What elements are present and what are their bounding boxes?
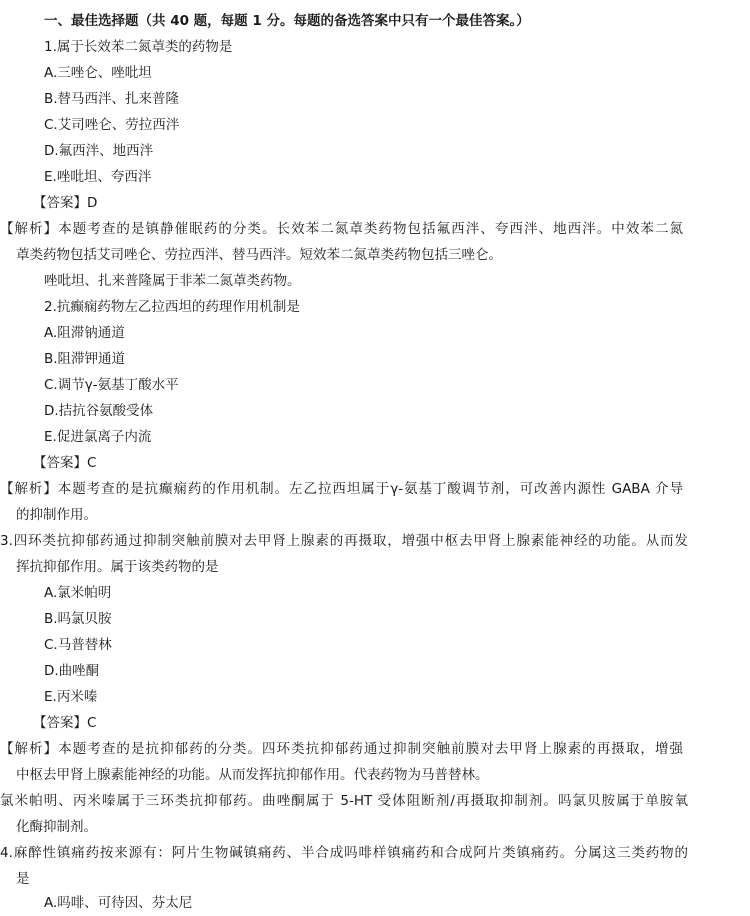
question-3-option-b: B.吗氯贝胺	[44, 611, 112, 627]
question-2-option-c: C.调节γ-氨基丁酸水平	[44, 377, 179, 393]
question-2-answer: 【答案】C	[33, 455, 97, 471]
question-2-analysis-line-2: 的抑制作用。	[16, 507, 97, 523]
question-1-analysis-line-1: 【解析】本题考查的是镇静催眠药的分类。长效苯二氮䓬类药物包括氟西泮、夸西泮、地西泮。中效苯二氮	[0, 221, 683, 237]
question-3-option-a: A.氯米帕明	[44, 585, 112, 601]
question-2-option-e: E.促进氯离子内流	[44, 429, 152, 445]
question-4-stem-line-1: 4.麻醉性镇痛药按来源有：阿片生物碱镇痛药、半合成吗啡样镇痛药和合成阿片类镇痛药。分属这三类药物的	[0, 845, 688, 861]
question-3-stem-line-2: 挥抗抑郁作用。属于该类药物的是	[16, 559, 219, 575]
question-1-option-c: C.艾司唑仑、劳拉西泮	[44, 117, 180, 133]
question-1-option-a: A.三唑仑、唑吡坦	[44, 65, 152, 81]
question-2-option-d: D.拮抗谷氨酸受体	[44, 403, 154, 419]
question-3-analysis-line-2: 中枢去甲肾上腺素能神经的功能。从而发挥抗抑郁作用。代表药物为马普替林。	[16, 767, 489, 783]
question-3-option-e: E.丙米嗪	[44, 689, 98, 705]
question-2-stem: 2.抗癫痫药物左乙拉西坦的药理作用机制是	[44, 299, 300, 315]
question-1-option-d: D.氟西泮、地西泮	[44, 143, 154, 159]
question-2-option-b: B.阻滞钾通道	[44, 351, 126, 367]
question-3-option-c: C.马普替林	[44, 637, 112, 653]
question-1-analysis-line-2: 䓬类药物包括艾司唑仑、劳拉西泮、替马西泮。短效苯二氮䓬类药物包括三唑仑。	[16, 247, 502, 263]
question-4-option-a: A.吗啡、可待因、芬太尼	[44, 895, 193, 911]
question-3-answer: 【答案】C	[33, 715, 97, 731]
question-4-stem-line-2: 是	[16, 871, 30, 887]
question-3-stem-line-1: 3.四环类抗抑郁药通过抑制突触前膜对去甲肾上腺素的再摄取，增强中枢去甲肾上腺素能神经的功能。从而发	[0, 533, 688, 549]
question-1-analysis-line-3: 唑吡坦、扎来普隆属于非苯二氮䓬类药物。	[44, 273, 301, 289]
question-3-option-d: D.曲唑酮	[44, 663, 100, 679]
question-2-analysis-line-1: 【解析】本题考查的是抗癫痫药的作用机制。左乙拉西坦属于γ-氨基丁酸调节剂，可改善内源性 GABA 介导	[0, 481, 683, 497]
question-3-analysis-line-3: 氯米帕明、丙米嗪属于三环类抗抑郁药。曲唑酮属于 5-HT 受体阻断剂/再摄取抑制剂。吗氯贝胺属于单胺氧	[0, 793, 688, 809]
question-1-stem: 1.属于长效苯二氮䓬类的药物是	[44, 39, 233, 55]
question-3-analysis-line-4: 化酶抑制剂。	[16, 819, 97, 835]
question-1-option-b: B.替马西泮、扎来普隆	[44, 91, 180, 107]
question-2-option-a: A.阻滞钠通道	[44, 325, 125, 341]
question-3-analysis-line-1: 【解析】本题考查的是抗抑郁药的分类。四环类抗抑郁药通过抑制突触前膜对去甲肾上腺素的再摄取，增强	[0, 741, 683, 757]
question-1-answer: 【答案】D	[33, 195, 98, 211]
section-title: 一、最佳选择题（共 40 题，每题 1 分。每题的备选答案中只有一个最佳答案。）	[44, 13, 530, 29]
question-1-option-e: E.唑吡坦、夸西泮	[44, 169, 152, 185]
